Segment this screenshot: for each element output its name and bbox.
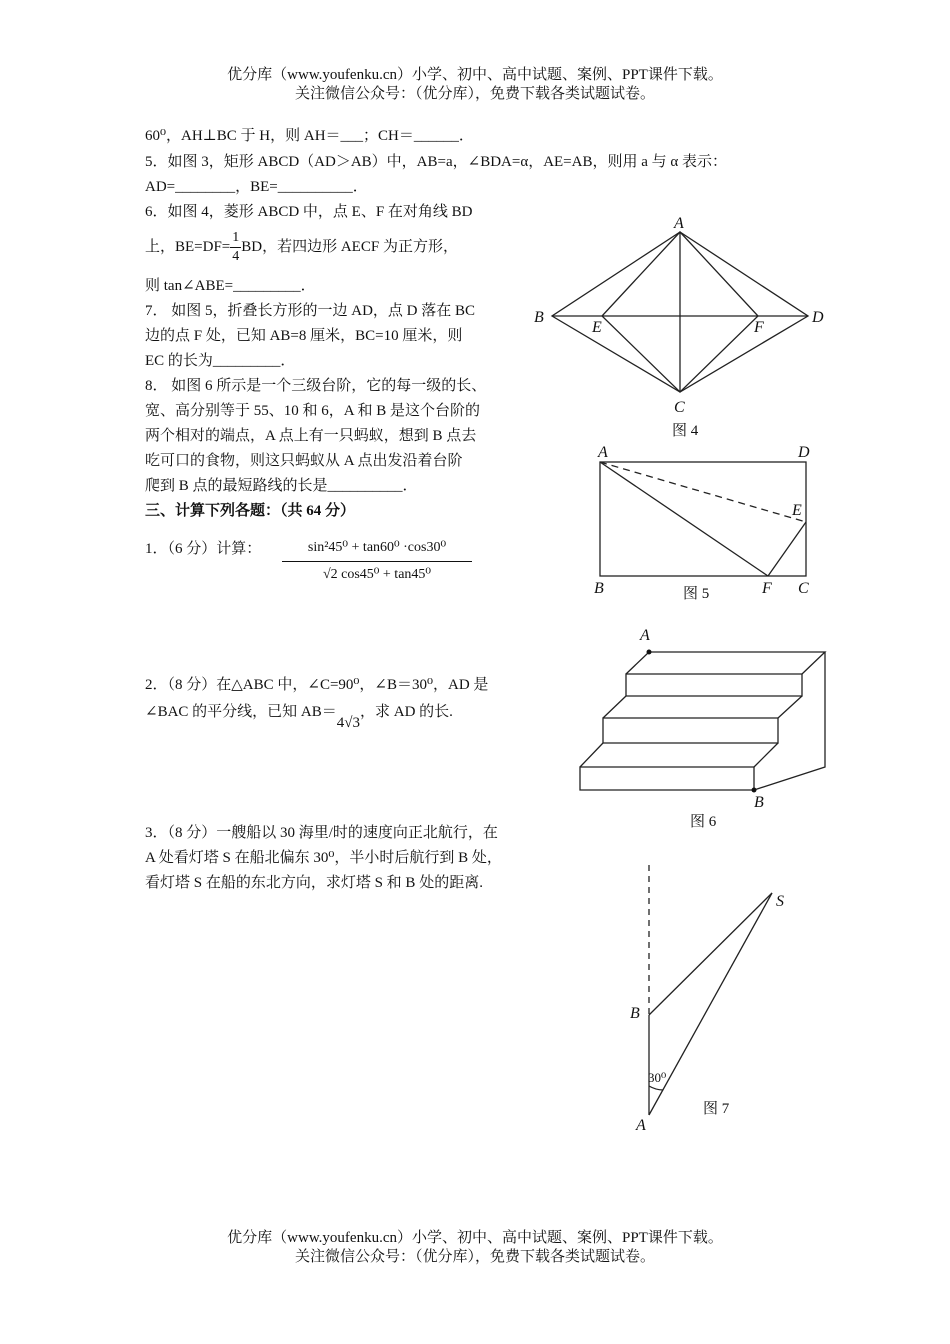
text-line: EC 的长为_________．	[145, 353, 296, 369]
figure-4	[530, 212, 840, 437]
label-f: F	[762, 580, 772, 597]
step-top-upper	[626, 652, 825, 674]
label-s: S	[776, 893, 784, 910]
angle-label: 30⁰	[648, 1070, 667, 1085]
text-line: AD=________，BE=__________．	[145, 179, 368, 195]
segment-bs	[649, 893, 772, 1015]
figure-6-caption: 图 6	[690, 814, 717, 830]
label-a: A	[674, 215, 684, 232]
text-line	[145, 229, 458, 266]
angle-arc	[649, 1086, 663, 1090]
segment-ae-dashed	[600, 462, 806, 522]
step-bottom-front	[580, 767, 754, 790]
text-line: 则 tan∠ABE=_________．	[145, 278, 316, 294]
label-b: B	[754, 794, 764, 811]
fraction-numerator: 1	[230, 229, 241, 248]
footer-line-1: 优分库（www.youfenku.cn）小学、初中、高中试题、案例、PPT课件下载。	[227, 1230, 723, 1246]
label-b: B	[630, 1005, 640, 1022]
step-top-front	[626, 674, 802, 696]
calc-expression	[282, 537, 472, 586]
calc-numerator: sin²45⁰ + tan60⁰ ·cos30⁰	[282, 537, 472, 562]
text-line: A 处看灯塔 S 在船北偏东 30⁰，半小时后航行到 B 处，	[145, 850, 502, 866]
question-calc-3: 3．（8 分）一艘船以 30 海里/时的速度向正北航行，在	[145, 825, 498, 841]
question-6: 6．如图 4，菱形 ABCD 中，点 E、F 在对角线 BD	[145, 204, 473, 220]
segment-as	[649, 893, 772, 1115]
step-bottom-upper	[580, 743, 603, 767]
fraction	[230, 229, 241, 266]
label-a: A	[640, 627, 650, 644]
label-b: B	[594, 580, 604, 597]
text-line: 60⁰，AH⊥BC 于 H，则 AH＝___；CH＝______．	[145, 128, 474, 144]
text-line: 宽、高分别等于 55、10 和 6，A 和 B 是这个台阶的	[145, 403, 481, 419]
text-line: 吃可口的食物，则这只蚂蚁从 A 点出发沿着台阶	[145, 453, 463, 469]
question-7: 7． 如图 5，折叠长方形的一边 AD，点 D 落在 BC	[145, 303, 476, 319]
segment-fe	[768, 522, 806, 576]
label-a: A	[598, 444, 608, 461]
staircase-side	[754, 652, 825, 790]
point-a	[647, 650, 652, 655]
text-line: 看灯塔 S 在船的东北方向，求灯塔 S 和 B 处的距离.	[145, 875, 483, 891]
figure-4-caption: 图 4	[672, 423, 699, 439]
label-d: D	[812, 309, 824, 326]
label-f: F	[754, 319, 764, 336]
calc-denominator: √2 cos45⁰ + tan45⁰	[322, 567, 432, 582]
label-e: E	[592, 319, 602, 336]
step-middle-front	[603, 718, 778, 743]
section-heading: 三、计算下列各题：（共 64 分）	[145, 503, 356, 519]
text-fragment: ，求 AD 的长.	[359, 704, 453, 720]
step-middle-upper	[603, 696, 626, 718]
label-e: E	[792, 502, 802, 519]
figure-7-caption: 图 7	[703, 1101, 730, 1117]
question-5: 5．如图 3，矩形 ABCD（AD＞AB）中，AB=a，∠BDA=α，AE=AB，则用 a 与 α 表示：	[145, 154, 727, 170]
text-line: 边的点 F 处，已知 AB=8 厘米，BC=10 厘米，则	[145, 328, 463, 344]
header-line-2: 关注微信公众号：（优分库），免费下载各类试题试卷。	[294, 86, 655, 102]
label-b: B	[534, 309, 544, 326]
figure-7	[620, 860, 820, 1135]
figure-6	[570, 620, 840, 815]
question-calc-2: 2．（8 分）在△ABC 中，∠C=90⁰，∠B＝30⁰，AD 是	[145, 677, 489, 693]
figure-5	[590, 440, 820, 600]
text-line	[145, 702, 453, 731]
text-line: 爬到 B 点的最短路线的长是__________．	[145, 478, 418, 494]
fraction-denominator: 4	[232, 249, 240, 264]
segment-af	[600, 462, 768, 576]
text-fragment: 上，BE=DF=	[145, 238, 231, 255]
label-d: D	[798, 444, 810, 461]
footer-line-2: 关注微信公众号：（优分库），免费下载各类试题试卷。	[294, 1249, 655, 1265]
text-line: 两个相对的端点，A 点上有一只蚂蚁，想到 B 点去	[145, 428, 477, 444]
sqrt-value: 4√3	[336, 715, 360, 731]
label-a: A	[636, 1117, 646, 1134]
text-fragment: BD，若四边形 AECF 为正方形，	[241, 238, 458, 255]
text-fragment: ∠BAC 的平分线，已知 AB＝	[145, 704, 337, 720]
edge	[754, 743, 778, 767]
label-c: C	[674, 399, 685, 416]
edge	[778, 696, 802, 718]
figure-5-caption: 图 5	[683, 586, 710, 602]
rectangle-abcd	[600, 462, 806, 576]
question-calc-1: 1．（6 分）计算：	[145, 541, 262, 557]
header-line-1: 优分库（www.youfenku.cn）小学、初中、高中试题、案例、PPT课件下载。	[227, 67, 723, 83]
question-8: 8． 如图 6 所示是一个三级台阶，它的每一级的长、	[145, 378, 487, 394]
label-c: C	[798, 580, 809, 597]
point-b	[752, 788, 757, 793]
